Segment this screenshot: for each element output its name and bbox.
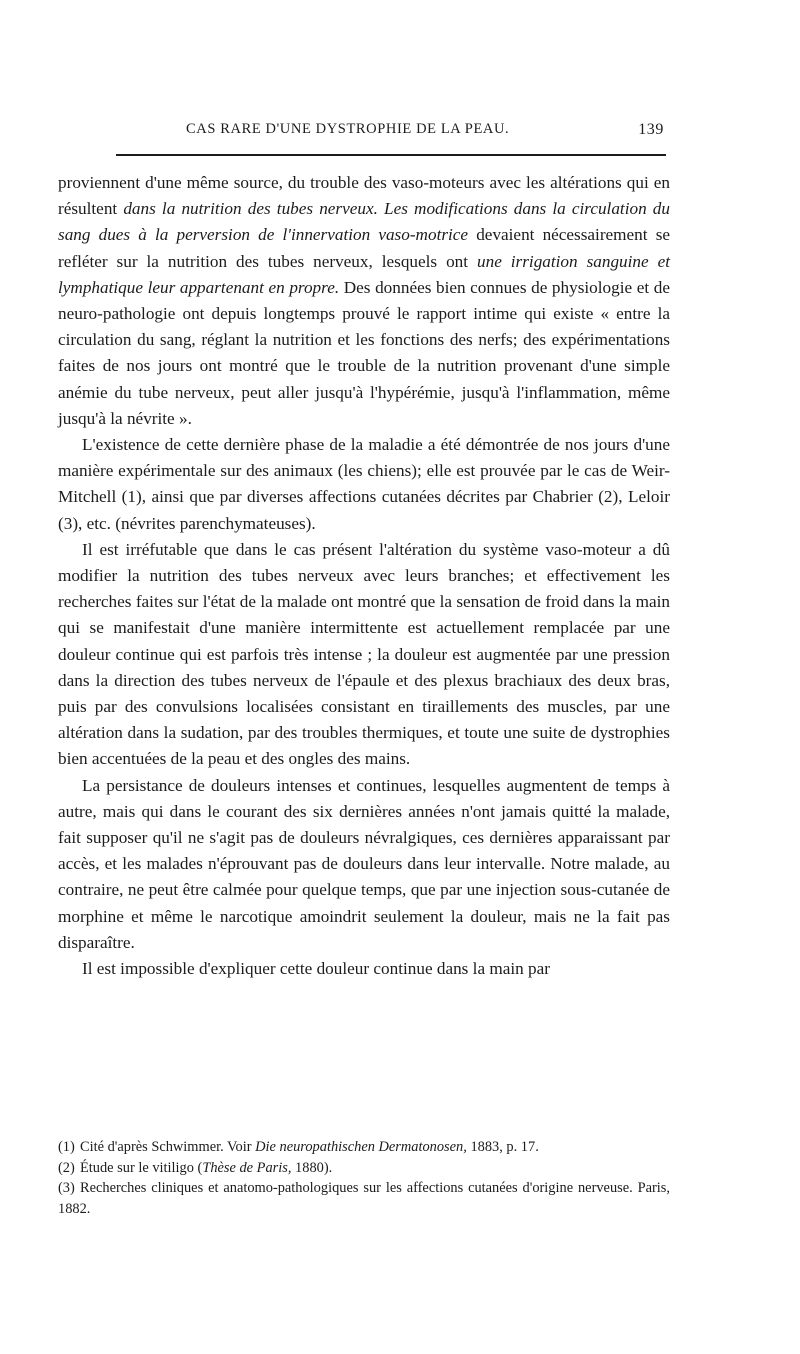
footnote-3 xyxy=(58,1178,670,1219)
footnote-1-text-b: 1883, p. 17. xyxy=(466,1139,539,1155)
footnote-2-title: Thèse de Paris, xyxy=(202,1159,292,1176)
paragraph-1-italic-a: dans la nutrition des tubes nerveux. Les modifications dans la circulation du sang dues à la perversion de l'innervation vaso-motrice xyxy=(58,199,670,245)
header-rule xyxy=(116,154,666,156)
paragraph-1-italic-b: une irrigation sanguine et lymphatique leur appartenant en propre. xyxy=(58,251,670,297)
footnote-2-text-a: Étude sur le vitiligo ( xyxy=(80,1159,203,1176)
paragraph-1 xyxy=(58,170,670,432)
paragraph-5: Il est impossible d'expliquer cette douleur continue dans la main par xyxy=(82,959,550,979)
footnote-2-mark: (2) xyxy=(58,1159,75,1176)
footnote-1 xyxy=(58,1137,670,1158)
footnote-1-mark: (1) xyxy=(58,1139,75,1155)
running-head xyxy=(58,121,670,143)
body-text xyxy=(58,170,670,982)
footnote-2-text-b: 1880). xyxy=(291,1159,333,1176)
book-page xyxy=(58,0,670,1354)
footnote-3-mark: (3) xyxy=(58,1180,75,1197)
paragraph-1-text-c: Des données bien connues de physiologie et de neuro-pathologie ont depuis longtemps prouvé le rapport intime qui existe « entre la circulation du sang, réglant la nutrition et les fonctions des nerfs; des expérimentations faites de nos jours ont montré que le trouble de la nutrition provenant d'une simple anémie du tube nerveux, peut aller jusqu'à l'hypérémie, jusqu'à l'inflammation, même jusqu'à la névrite ». xyxy=(58,277,670,428)
page-number: 139 xyxy=(638,121,664,138)
running-title: CAS RARE D'UNE DYSTROPHIE DE LA PEAU. xyxy=(186,121,510,137)
footnote-1-title: Die neuropathischen Dermatonosen, xyxy=(255,1139,467,1155)
paragraph-1-text-a: proviennent d'une même source, du trouble des vaso-moteurs avec les altérations qui en résultent xyxy=(58,173,670,219)
footnote-1-text-a: Cité d'après Schwimmer. Voir xyxy=(80,1139,256,1155)
paragraph-2: L'existence de cette dernière phase de la maladie a été démontrée de nos jours d'une manière expérimentale sur des animaux (les chiens); elle est prouvée par le cas de Weir-Mitchell (1), ainsi que par diverses affections cutanées décrites par Chabrier (2), Leloir (3), etc. (névrites parenchymateuses). xyxy=(58,435,670,533)
footnote-3-text: Recherches cliniques et anatomo-pathologiques sur les affections cutanées d'origine nerveuse. Paris, 1882. xyxy=(58,1180,670,1217)
footnote-2 xyxy=(58,1158,670,1179)
paragraph-1-text-b: devaient nécessairement se refléter sur la nutrition des tubes nerveux, lesquels ont xyxy=(58,225,671,271)
paragraph-3: Il est irréfutable que dans le cas présent l'altération du système vaso-moteur a dû modifier la nutrition des tubes nerveux avec leurs branches; et effectivement les recherches faites sur l'état de la malade ont montré que la sensation de froid dans la main qui se manifestait d'une manière intermittente est actuellement remplacée par une douleur continue qui est parfois très intense ; la douleur est augmentée par une pression dans la direction des tubes nerveux de l'épaule et des plexus brachiaux des deux bras, puis par des convulsions localisées consistant en tiraillements des muscles, par une altération dans la sudation, par des troubles thermiques, et toute une suite de dystrophies bien accentuées de la peau et des ongles des mains. xyxy=(58,539,670,769)
paragraph-4: La persistance de douleurs intenses et continues, lesquelles augmentent de temps à autre, mais qui dans le courant des six dernières années n'ont jamais quitté la malade, fait supposer qu'il ne s'agit pas de douleurs névralgiques, ces dernières apparaissant par accès, et les malades n'éprouvant pas de douleurs dans leur intervalle. Notre malade, au contraire, ne peut être calmée pour quelque temps, que par une injection sous-cutanée de morphine et même le narcotique amoindrit seulement la douleur, mais ne la fait pas disparaître. xyxy=(58,775,670,952)
footnotes xyxy=(58,1137,670,1219)
